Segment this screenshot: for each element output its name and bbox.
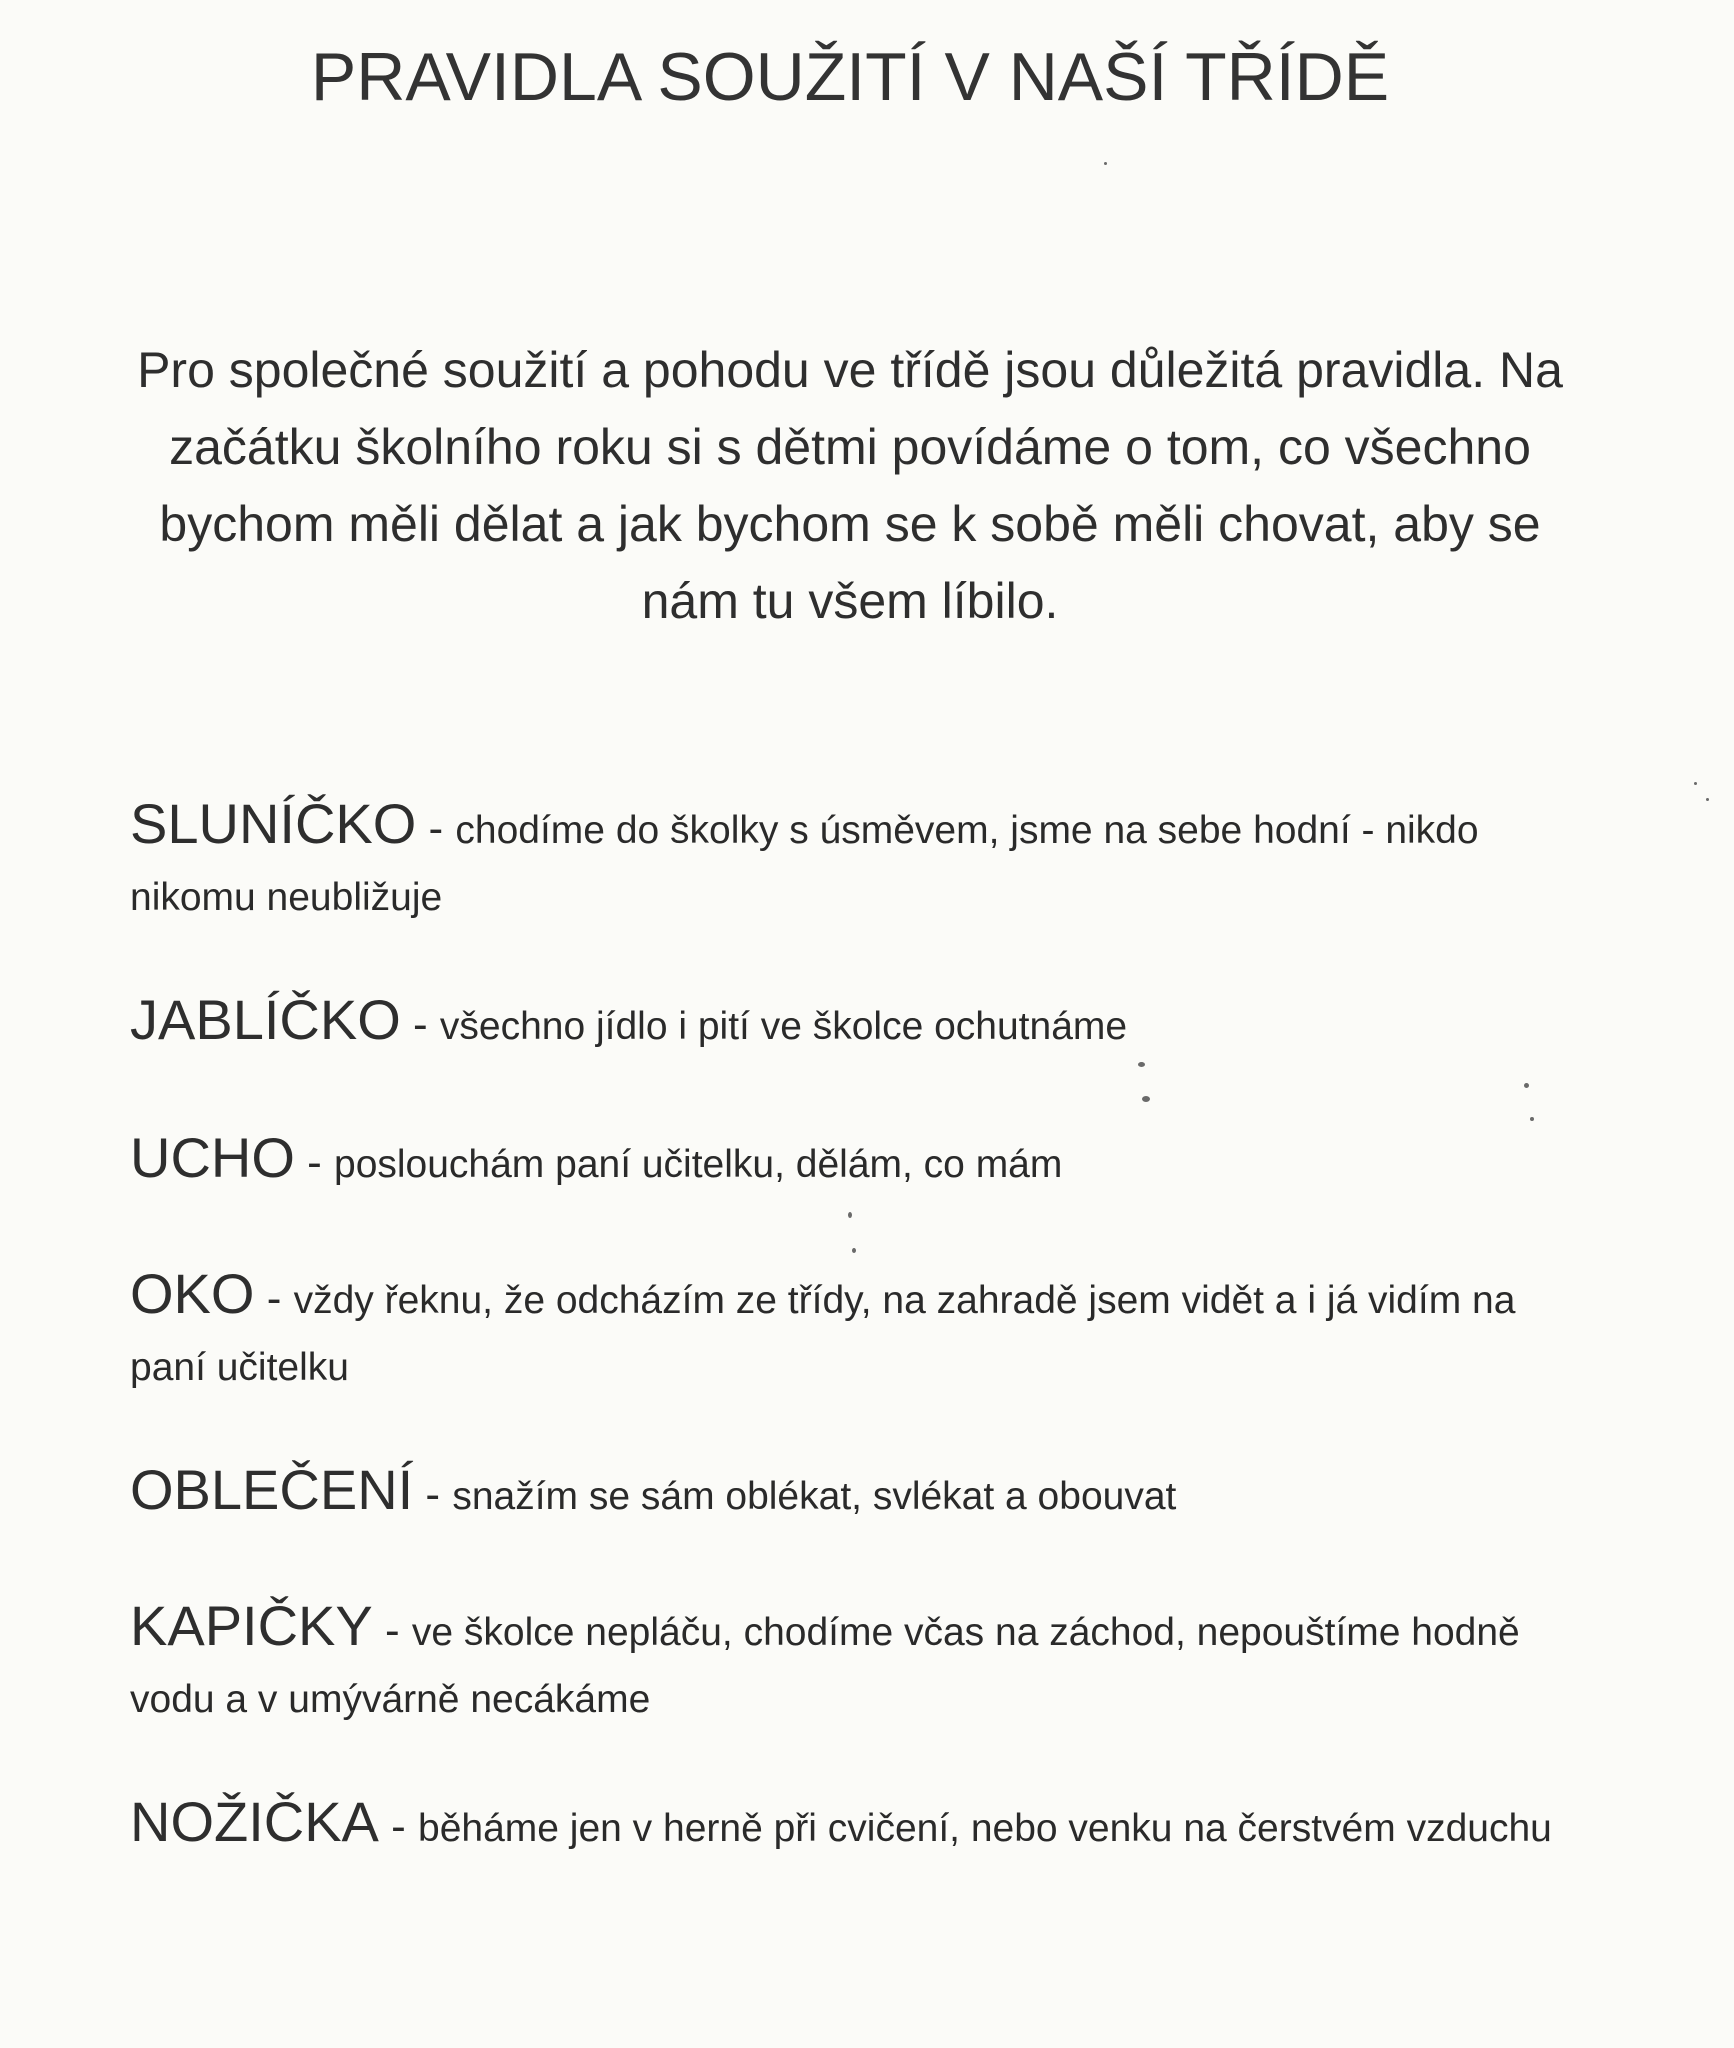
scan-speck: [1694, 782, 1697, 785]
rule-name: OBLEČENÍ: [130, 1458, 414, 1521]
rule-separator: -: [413, 1470, 453, 1519]
rule-text: chodíme do školky s úsměvem, jsme na sebe hodní - nikdo nikomu neubližuje: [130, 809, 1479, 919]
rule-item: [130, 790, 1590, 931]
rule-name: UCHO: [130, 1126, 295, 1189]
rule-item: [130, 986, 1590, 1060]
rule-separator: -: [416, 804, 456, 853]
rule-text: ve školce nepláču, chodíme včas na záchod, nepouštíme hodně vodu a v umývárně necákáme: [130, 1611, 1520, 1721]
rule-separator: -: [372, 1606, 412, 1655]
rule-name: NOŽIČKA: [130, 1790, 379, 1853]
rule-item: [130, 1456, 1590, 1530]
rule-item: [130, 1260, 1590, 1401]
rule-name: JABLÍČKO: [130, 988, 401, 1051]
scan-speck: [1706, 798, 1709, 801]
rule-text: všechno jídlo i pití ve školce ochutnáme: [439, 1005, 1128, 1048]
scan-speck: [1138, 1062, 1145, 1067]
rule-separator: -: [254, 1274, 294, 1323]
rule-name: OKO: [130, 1262, 255, 1325]
rule-name: KAPIČKY: [130, 1594, 373, 1657]
rule-text: snažím se sám oblékat, svlékat a obouvat: [452, 1475, 1177, 1518]
intro-paragraph: Pro společné soužití a pohodu ve třídě jsou důležitá pravidla. Na začátku školního roku si s dětmi povídáme o tom, co všechno bychom měli dělat a jak bychom se k sobě měli chovat, aby se nám tu všem líbilo.: [137, 342, 1563, 629]
rule-item: [130, 1592, 1590, 1733]
rule-separator: -: [378, 1802, 419, 1851]
rule-separator: -: [294, 1138, 334, 1187]
scan-speck: [1524, 1083, 1529, 1088]
rule-text: běháme jen v herně při cvičení, nebo venku na čerstvém vzduchu: [418, 1807, 1552, 1850]
rule-text: vždy řeknu, že odcházím ze třídy, na zahradě jsem vidět a i já vidím na paní učitelku: [130, 1279, 1516, 1389]
rule-text: poslouchám paní učitelku, dělám, co mám: [334, 1143, 1063, 1186]
scan-speck: [1104, 162, 1107, 165]
rule-item: [130, 1788, 1590, 1862]
scan-speck: [848, 1212, 852, 1218]
scan-speck: [1530, 1117, 1534, 1121]
rule-item: [130, 1124, 1590, 1198]
rule-name: SLUNÍČKO: [130, 792, 417, 855]
scan-speck: [852, 1248, 856, 1253]
scan-speck: [1142, 1096, 1150, 1102]
document-title: PRAVIDLA SOUŽITÍ V NAŠÍ TŘÍDĚ: [310, 39, 1390, 115]
rule-separator: -: [400, 1000, 440, 1049]
